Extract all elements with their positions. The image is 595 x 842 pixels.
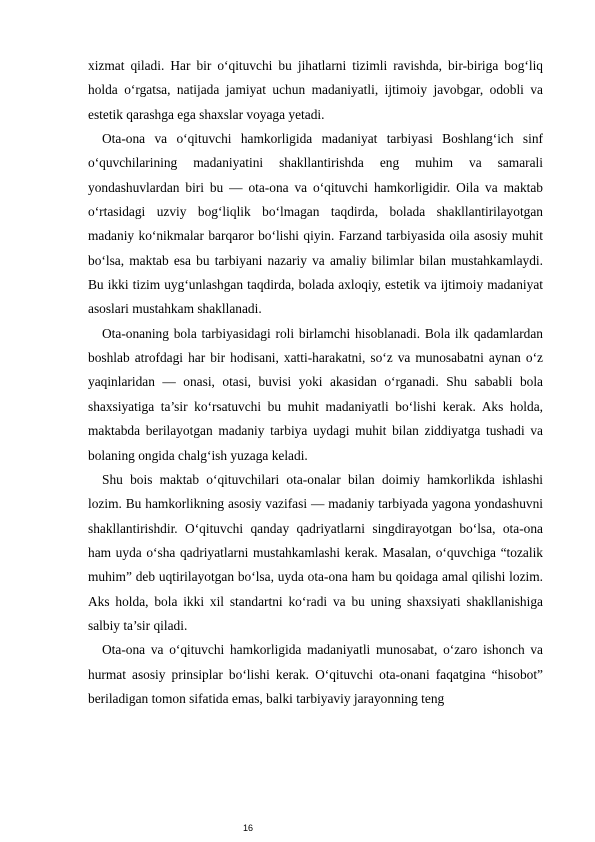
- page-number: 16: [243, 823, 254, 833]
- paragraph-cooperation-intro: Ota-ona va o‘qituvchi hamkorligida madaniyat tarbiyasi Boshlang‘ich sinf o‘quvchilarining madaniyatini shakllantirishda eng muhim va samarali yondashuvlardan biri bu — ota-ona va o‘qituvchi hamkorligidir. Oila va maktab o‘rtasidagi uzviy bog‘liqlik bo‘lmagan taqdirda, bolada shakllantirilayotgan madaniy ko‘nikmalar barqaror bo‘lishi qiyin. Farzand tarbiyasida oila asosiy muhit bo‘lsa, maktab esa bu tarbiyani nazariy va amaliy bilimlar bilan mustahkamlaydi. Bu ikki tizim uyg‘unlashgan taqdirda, bolada axloqiy, estetik va ijtimoiy madaniyat asoslari mustahkam shakllanadi.: [88, 131, 543, 317]
- paragraph-continuation: xizmat qiladi. Har bir o‘qituvchi bu jihatlarni tizimli ravishda, bir-biriga bog‘liq holda o‘rgatsa, natijada jamiyat uchun madaniyatli, ijtimoiy javobgar, odobli va estetik qarashga ega shaxslar voyaga yetadi.: [88, 58, 543, 122]
- page-body: [88, 54, 543, 711]
- paragraph-principles: Ota-ona va o‘qituvchi hamkorligida madaniyatli munosabat, o‘zaro ishonch va hurmat asosiy prinsiplar bo‘lishi kerak. O‘qituvchi ota-onani faqatgina “hisobot” beriladigan tomon sifatida emas, balki tarbiyaviy jarayonning teng: [88, 642, 543, 706]
- paragraph-parent-role: Ota-onaning bola tarbiyasidagi roli birlamchi hisoblanadi. Bola ilk qadamlardan boshlab atrofdagi har bir hodisani, xatti-harakatni, so‘z va munosabatni aynan o‘z yaqinlaridan — onasi, otasi, buvisi yoki akasidan o‘rganadi. Shu sababli bola shaxsiyatiga ta’sir ko‘rsatuvchi bu muhit madaniyatli bo‘lishi kerak. Aks holda, maktabda berilayotgan madaniy tarbiya uydagi muhit bilan ziddiyatga tushadi va bolaning ongida chalg‘ish yuzaga keladi.: [88, 325, 543, 463]
- paragraph-teacher-collaboration: Shu bois maktab o‘qituvchilari ota-onalar bilan doimiy hamkorlikda ishlashi lozim. Bu hamkorlikning asosiy vazifasi — madaniy tarbiyada yagona yondashuvni shakllantirishdir. O‘qituvchi qanday qadriyatlarni singdirayotgan bo‘lsa, ota-ona ham uyda o‘sha qadriyatlarni mustahkamlashi kerak. Masalan, o‘quvchiga “tozalik muhim” deb uqtirilayotgan bo‘lsa, uyda ota-ona ham bu qoidaga amal qilishi lozim. Aks holda, bola ikki xil standartni ko‘radi va bu uning shaxsiyati shakllanishiga salbiy ta’sir qiladi.: [88, 471, 543, 633]
